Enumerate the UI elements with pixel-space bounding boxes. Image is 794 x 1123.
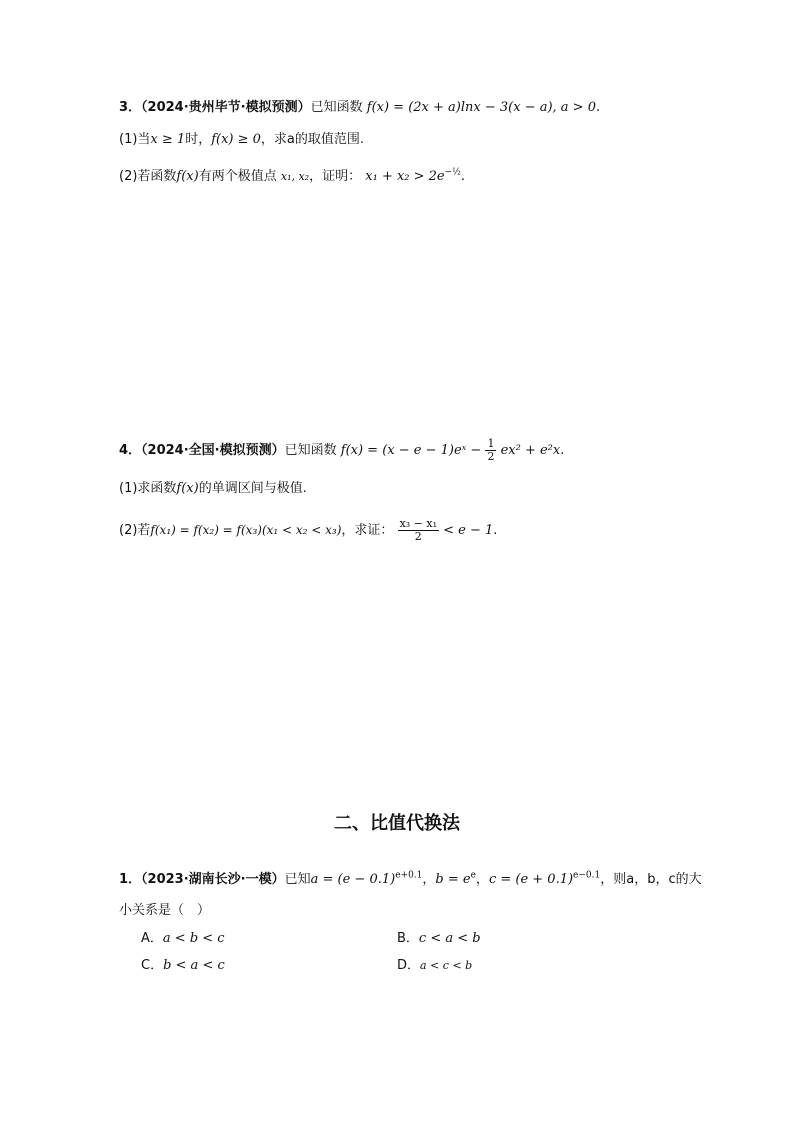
q3-p1-expr: f(x) ≥ 0	[211, 132, 261, 147]
q3-lead: 已知函数	[310, 100, 363, 115]
q3-p2-end: .	[460, 169, 466, 184]
q1-a-exp: e+0.1	[395, 870, 423, 881]
q1-number: 1．	[119, 872, 142, 887]
q3-p1-label: (1)当	[119, 132, 151, 147]
q1-c-exp: e−0.1	[573, 870, 601, 881]
q4-p2-frac-num: x₃ − x₁	[399, 517, 437, 530]
q4-frac-den: 2	[487, 450, 495, 463]
q4-p2-label: (2)若	[119, 523, 151, 538]
q4-p2-tail: ，求证：	[341, 523, 394, 538]
q1-line2: 小关系是（ ）	[119, 903, 211, 918]
q1-b-exp: e	[470, 870, 476, 881]
option-d[interactable]	[397, 957, 472, 975]
option-a-text: a < b < c	[162, 931, 225, 946]
q3-formula: f(x) = (2x + a)lnx − 3(x − a), a > 0	[366, 100, 596, 115]
option-d-key: D．	[397, 958, 421, 973]
q1-tail: ，则a，b，c的大	[600, 872, 702, 887]
q1-a-expr: a = (e − 0.1)	[310, 872, 396, 887]
q1-lead: 已知	[284, 872, 311, 887]
q4-p2-expr: f(x₁) = f(x₂) = f(x₃)(x₁ < x₂ < x₃)	[150, 523, 342, 537]
q4-p2-ineq: < e − 1	[443, 523, 494, 538]
option-b[interactable]	[397, 930, 481, 948]
q3-part2	[119, 168, 465, 186]
q4-p1-label: (1)求函数	[119, 481, 177, 496]
q4-frac-num: 1	[487, 437, 495, 450]
q4-number: 4．	[119, 443, 142, 458]
q4-part1	[119, 480, 307, 498]
q4-lead: 已知函数	[284, 443, 337, 458]
q4-p2-fraction	[398, 518, 439, 543]
q3-number: 3．	[119, 100, 142, 115]
option-d-text: a < c < b	[420, 959, 473, 972]
q4-source: （2024·全国·模拟预测）	[141, 443, 285, 458]
q4-part2	[119, 518, 497, 543]
q4-p2-frac-den: 2	[414, 530, 422, 543]
option-b-text: c < a < b	[418, 931, 481, 946]
q1-stem: 1．（2023·湖南长沙·一模）已知$a = (e - 0.1)^{e+0.1}$，$b = e^e$，$c = (e + 0.1)^{e-0.1}$，则a，b，c的大	[119, 870, 702, 887]
q3-source: （2024·贵州毕节·模拟预测）	[141, 100, 311, 115]
option-c-text: b < a < c	[163, 958, 225, 973]
q3-p2-tail: ，证明：	[309, 169, 362, 184]
q3-part1	[119, 131, 364, 149]
q1-source: （2023·湖南长沙·一模）	[141, 872, 285, 887]
q4-formula-a: f(x) = (x − e − 1)eˣ −	[340, 443, 482, 458]
q3-p2-exp: −½	[444, 167, 461, 178]
option-c[interactable]	[141, 957, 225, 975]
q3-p2-mid: 有两个极值点	[198, 169, 277, 184]
option-c-key: C．	[141, 958, 164, 973]
option-b-key: B．	[397, 931, 419, 946]
q4-p1-expr: f(x)	[176, 481, 199, 496]
q4-stem	[119, 438, 564, 463]
q3-stem	[119, 99, 600, 117]
q3-p2-expr: f(x)	[176, 169, 199, 184]
option-a-key: A．	[141, 931, 163, 946]
q1-c-expr: c = (e + 0.1)	[488, 872, 574, 887]
q4-p1-tail: 的单调区间与极值.	[198, 481, 307, 496]
q3-p2-label: (2)若函数	[119, 169, 177, 184]
q3-p1-mid: 时，	[185, 132, 212, 147]
q1-b-expr: b = e	[435, 872, 471, 887]
q3-p2-ineq: x₁ + x₂ > 2e	[365, 169, 445, 184]
q4-p2-end: .	[493, 523, 498, 538]
q4-formula-b: ex² + e²x	[500, 443, 561, 458]
q3-p1-cond: x ≥ 1	[150, 132, 186, 147]
q4-fraction	[485, 438, 496, 463]
q3-p2-vars: x₁, x₂	[280, 170, 310, 183]
q4-period: .	[560, 443, 565, 458]
option-a[interactable]	[141, 930, 225, 948]
q3-period: .	[595, 100, 601, 115]
q3-p1-tail: ，求a的取值范围.	[260, 132, 365, 147]
section-title: 二、比值代换法	[334, 813, 460, 834]
